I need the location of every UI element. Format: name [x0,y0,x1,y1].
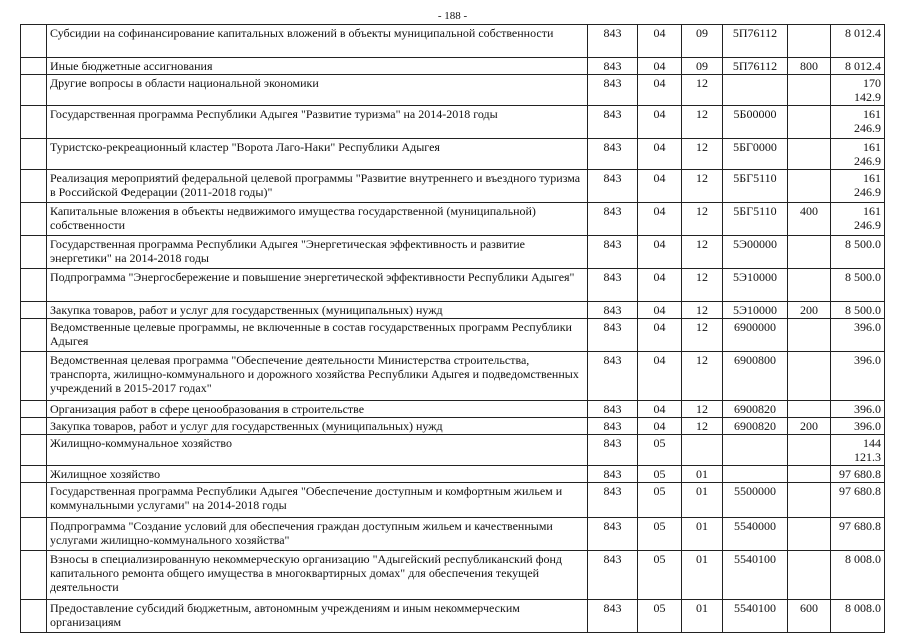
amount: 97 680.8 [831,518,885,551]
target-article-code [723,435,788,466]
target-article-code [723,466,788,483]
expense-type-code [788,236,831,269]
item-name: Организация работ в сфере ценообразования в строительстве [47,401,588,418]
amount: 8 012.4 [831,58,885,75]
subsection-code: 12 [682,236,723,269]
page-number: - 188 - [437,10,468,22]
target-article-code: 6900820 [723,401,788,418]
section-code: 05 [638,518,682,551]
department-code: 843 [588,551,638,600]
expense-type-code [788,319,831,352]
row-marker-cell [21,418,47,435]
item-name: Подпрограмма "Создание условий для обеспечения граждан доступным жильем и качественными услугами жилищно-коммунального хозяйства" [47,518,588,551]
section-code: 04 [638,106,682,139]
subsection-code: 12 [682,418,723,435]
target-article-code: 5Э10000 [723,302,788,319]
subsection-code: 09 [682,25,723,58]
expense-type-code [788,483,831,518]
amount: 396.0 [831,401,885,418]
amount: 161 246.9 [831,203,885,236]
target-article-code: 6900000 [723,319,788,352]
table-body [21,25,885,633]
table-row [21,418,885,435]
item-name: Взносы в специализированную некоммерческую организацию "Адыгейский республиканский фонд капитального ремонта общего имущества в многоквартирных домах" для обеспечения текущей деятельности [47,551,588,600]
expense-type-code [788,518,831,551]
subsection-code: 12 [682,319,723,352]
amount: 396.0 [831,352,885,401]
section-code: 04 [638,75,682,106]
section-code: 04 [638,25,682,58]
section-code: 04 [638,236,682,269]
department-code: 843 [588,236,638,269]
target-article-code: 6900800 [723,352,788,401]
expense-type-code [788,269,831,302]
department-code: 843 [588,106,638,139]
subsection-code: 01 [682,483,723,518]
subsection-code: 12 [682,106,723,139]
target-article-code: 5540000 [723,518,788,551]
expense-type-code: 200 [788,418,831,435]
target-article-code: 5БГ5110 [723,203,788,236]
item-name: Реализация мероприятий федеральной целевой программы "Развитие внутреннего и въездного туризма в Российской Федерации (2011-2018 годы)" [47,170,588,203]
amount: 161 246.9 [831,106,885,139]
department-code: 843 [588,466,638,483]
section-code: 04 [638,170,682,203]
table-row [21,203,885,236]
amount: 170 142.9 [831,75,885,106]
expense-type-code [788,401,831,418]
row-marker-cell [21,25,47,58]
table-row [21,75,885,106]
item-name: Ведомственные целевые программы, не включенные в состав государственных программ Республики Адыгея [47,319,588,352]
target-article-code [723,75,788,106]
item-name: Государственная программа Республики Адыгея "Энергетическая эффективность и развитие энергетики" на 2014-2018 годы [47,236,588,269]
expense-type-code [788,435,831,466]
target-article-code: 5П76112 [723,58,788,75]
row-marker-cell [21,269,47,302]
expense-type-code [788,466,831,483]
expense-type-code: 400 [788,203,831,236]
section-code: 04 [638,352,682,401]
section-code: 05 [638,466,682,483]
subsection-code: 12 [682,401,723,418]
subsection-code: 12 [682,170,723,203]
target-article-code: 5Э00000 [723,236,788,269]
subsection-code: 12 [682,302,723,319]
target-article-code: 6900820 [723,418,788,435]
department-code: 843 [588,25,638,58]
amount: 8 008.0 [831,551,885,600]
item-name: Жилищно-коммунальное хозяйство [47,435,588,466]
expense-type-code: 200 [788,302,831,319]
section-code: 04 [638,203,682,236]
department-code: 843 [588,401,638,418]
amount: 8 500.0 [831,302,885,319]
section-code: 04 [638,58,682,75]
row-marker-cell [21,319,47,352]
item-name: Ведомственная целевая программа "Обеспечение деятельности Министерства строительства, транспорта, жилищно-коммунального и дорожного хозяйства Республики Адыгея и подведомственных учреждений в 2015-2017 годах" [47,352,588,401]
row-marker-cell [21,170,47,203]
item-name: Другие вопросы в области национальной экономики [47,75,588,106]
table-row [21,466,885,483]
expense-type-code [788,170,831,203]
section-code: 05 [638,435,682,466]
department-code: 843 [588,58,638,75]
target-article-code: 5Э10000 [723,269,788,302]
section-code: 05 [638,551,682,600]
subsection-code: 01 [682,466,723,483]
department-code: 843 [588,418,638,435]
table-row [21,435,885,466]
row-marker-cell [21,75,47,106]
table-row [21,269,885,302]
row-marker-cell [21,551,47,600]
amount: 396.0 [831,418,885,435]
amount: 8 500.0 [831,269,885,302]
section-code: 04 [638,418,682,435]
amount: 396.0 [831,319,885,352]
target-article-code: 5540100 [723,600,788,633]
amount: 8 008.0 [831,600,885,633]
item-name: Капитальные вложения в объекты недвижимого имущества государственной (муниципальной) собственности [47,203,588,236]
row-marker-cell [21,58,47,75]
table-row [21,319,885,352]
item-name: Иные бюджетные ассигнования [47,58,588,75]
item-name: Туристско-рекреационный кластер "Ворота Лаго-Наки" Республики Адыгея [47,139,588,170]
expense-type-code [788,75,831,106]
department-code: 843 [588,203,638,236]
item-name: Жилищное хозяйство [47,466,588,483]
department-code: 843 [588,75,638,106]
subsection-code: 12 [682,269,723,302]
department-code: 843 [588,600,638,633]
expense-type-code [788,25,831,58]
department-code: 843 [588,139,638,170]
row-marker-cell [21,139,47,170]
amount: 8 500.0 [831,236,885,269]
department-code: 843 [588,518,638,551]
table-row [21,58,885,75]
subsection-code: 01 [682,551,723,600]
target-article-code: 5500000 [723,483,788,518]
row-marker-cell [21,435,47,466]
amount: 161 246.9 [831,139,885,170]
subsection-code: 12 [682,139,723,170]
item-name: Субсидии на софинансирование капитальных вложений в объекты муниципальной собственности [47,25,588,58]
amount: 161 246.9 [831,170,885,203]
section-code: 05 [638,483,682,518]
department-code: 843 [588,435,638,466]
subsection-code: 12 [682,203,723,236]
row-marker-cell [21,106,47,139]
department-code: 843 [588,170,638,203]
subsection-code: 12 [682,75,723,106]
department-code: 843 [588,483,638,518]
section-code: 04 [638,302,682,319]
item-name: Государственная программа Республики Адыгея "Обеспечение доступным и комфортным жильем и коммунальными услугами" на 2014-2018 годы [47,483,588,518]
expense-type-code [788,551,831,600]
table-row [21,236,885,269]
section-code: 04 [638,401,682,418]
table-row [21,139,885,170]
item-name: Закупка товаров, работ и услуг для государственных (муниципальных) нужд [47,302,588,319]
amount: 97 680.8 [831,483,885,518]
expense-type-code [788,352,831,401]
section-code: 04 [638,319,682,352]
table-row [21,25,885,58]
section-code: 04 [638,269,682,302]
target-article-code: 5БГ0000 [723,139,788,170]
expense-type-code [788,139,831,170]
row-marker-cell [21,518,47,551]
target-article-code: 5540100 [723,551,788,600]
table-row [21,170,885,203]
subsection-code: 09 [682,58,723,75]
table-row [21,600,885,633]
subsection-code [682,435,723,466]
expense-type-code [788,106,831,139]
row-marker-cell [21,203,47,236]
department-code: 843 [588,319,638,352]
subsection-code: 01 [682,518,723,551]
item-name: Закупка товаров, работ и услуг для государственных (муниципальных) нужд [47,418,588,435]
department-code: 843 [588,302,638,319]
table-row [21,106,885,139]
department-code: 843 [588,269,638,302]
target-article-code: 5Б00000 [723,106,788,139]
amount: 8 012.4 [831,25,885,58]
row-marker-cell [21,466,47,483]
section-code: 05 [638,600,682,633]
item-name: Государственная программа Республики Адыгея "Развитие туризма" на 2014-2018 годы [47,106,588,139]
amount: 97 680.8 [831,466,885,483]
expense-type-code: 600 [788,600,831,633]
subsection-code: 12 [682,352,723,401]
table-row [21,302,885,319]
expense-type-code: 800 [788,58,831,75]
target-article-code: 5П76112 [723,25,788,58]
row-marker-cell [21,352,47,401]
subsection-code: 01 [682,600,723,633]
table-row [21,518,885,551]
row-marker-cell [21,401,47,418]
row-marker-cell [21,600,47,633]
amount: 144 121.3 [831,435,885,466]
table-row [21,401,885,418]
department-code: 843 [588,352,638,401]
row-marker-cell [21,483,47,518]
row-marker-cell [21,236,47,269]
table-row [21,352,885,401]
row-marker-cell [21,302,47,319]
table-row [21,483,885,518]
section-code: 04 [638,139,682,170]
target-article-code: 5БГ5110 [723,170,788,203]
item-name: Подпрограмма "Энергосбережение и повышение энергетической эффективности Республики Адыгея" [47,269,588,302]
budget-table [20,24,885,633]
item-name: Предоставление субсидий бюджетным, автономным учреждениям и иным некоммерческим организациям [47,600,588,633]
table-row [21,551,885,600]
